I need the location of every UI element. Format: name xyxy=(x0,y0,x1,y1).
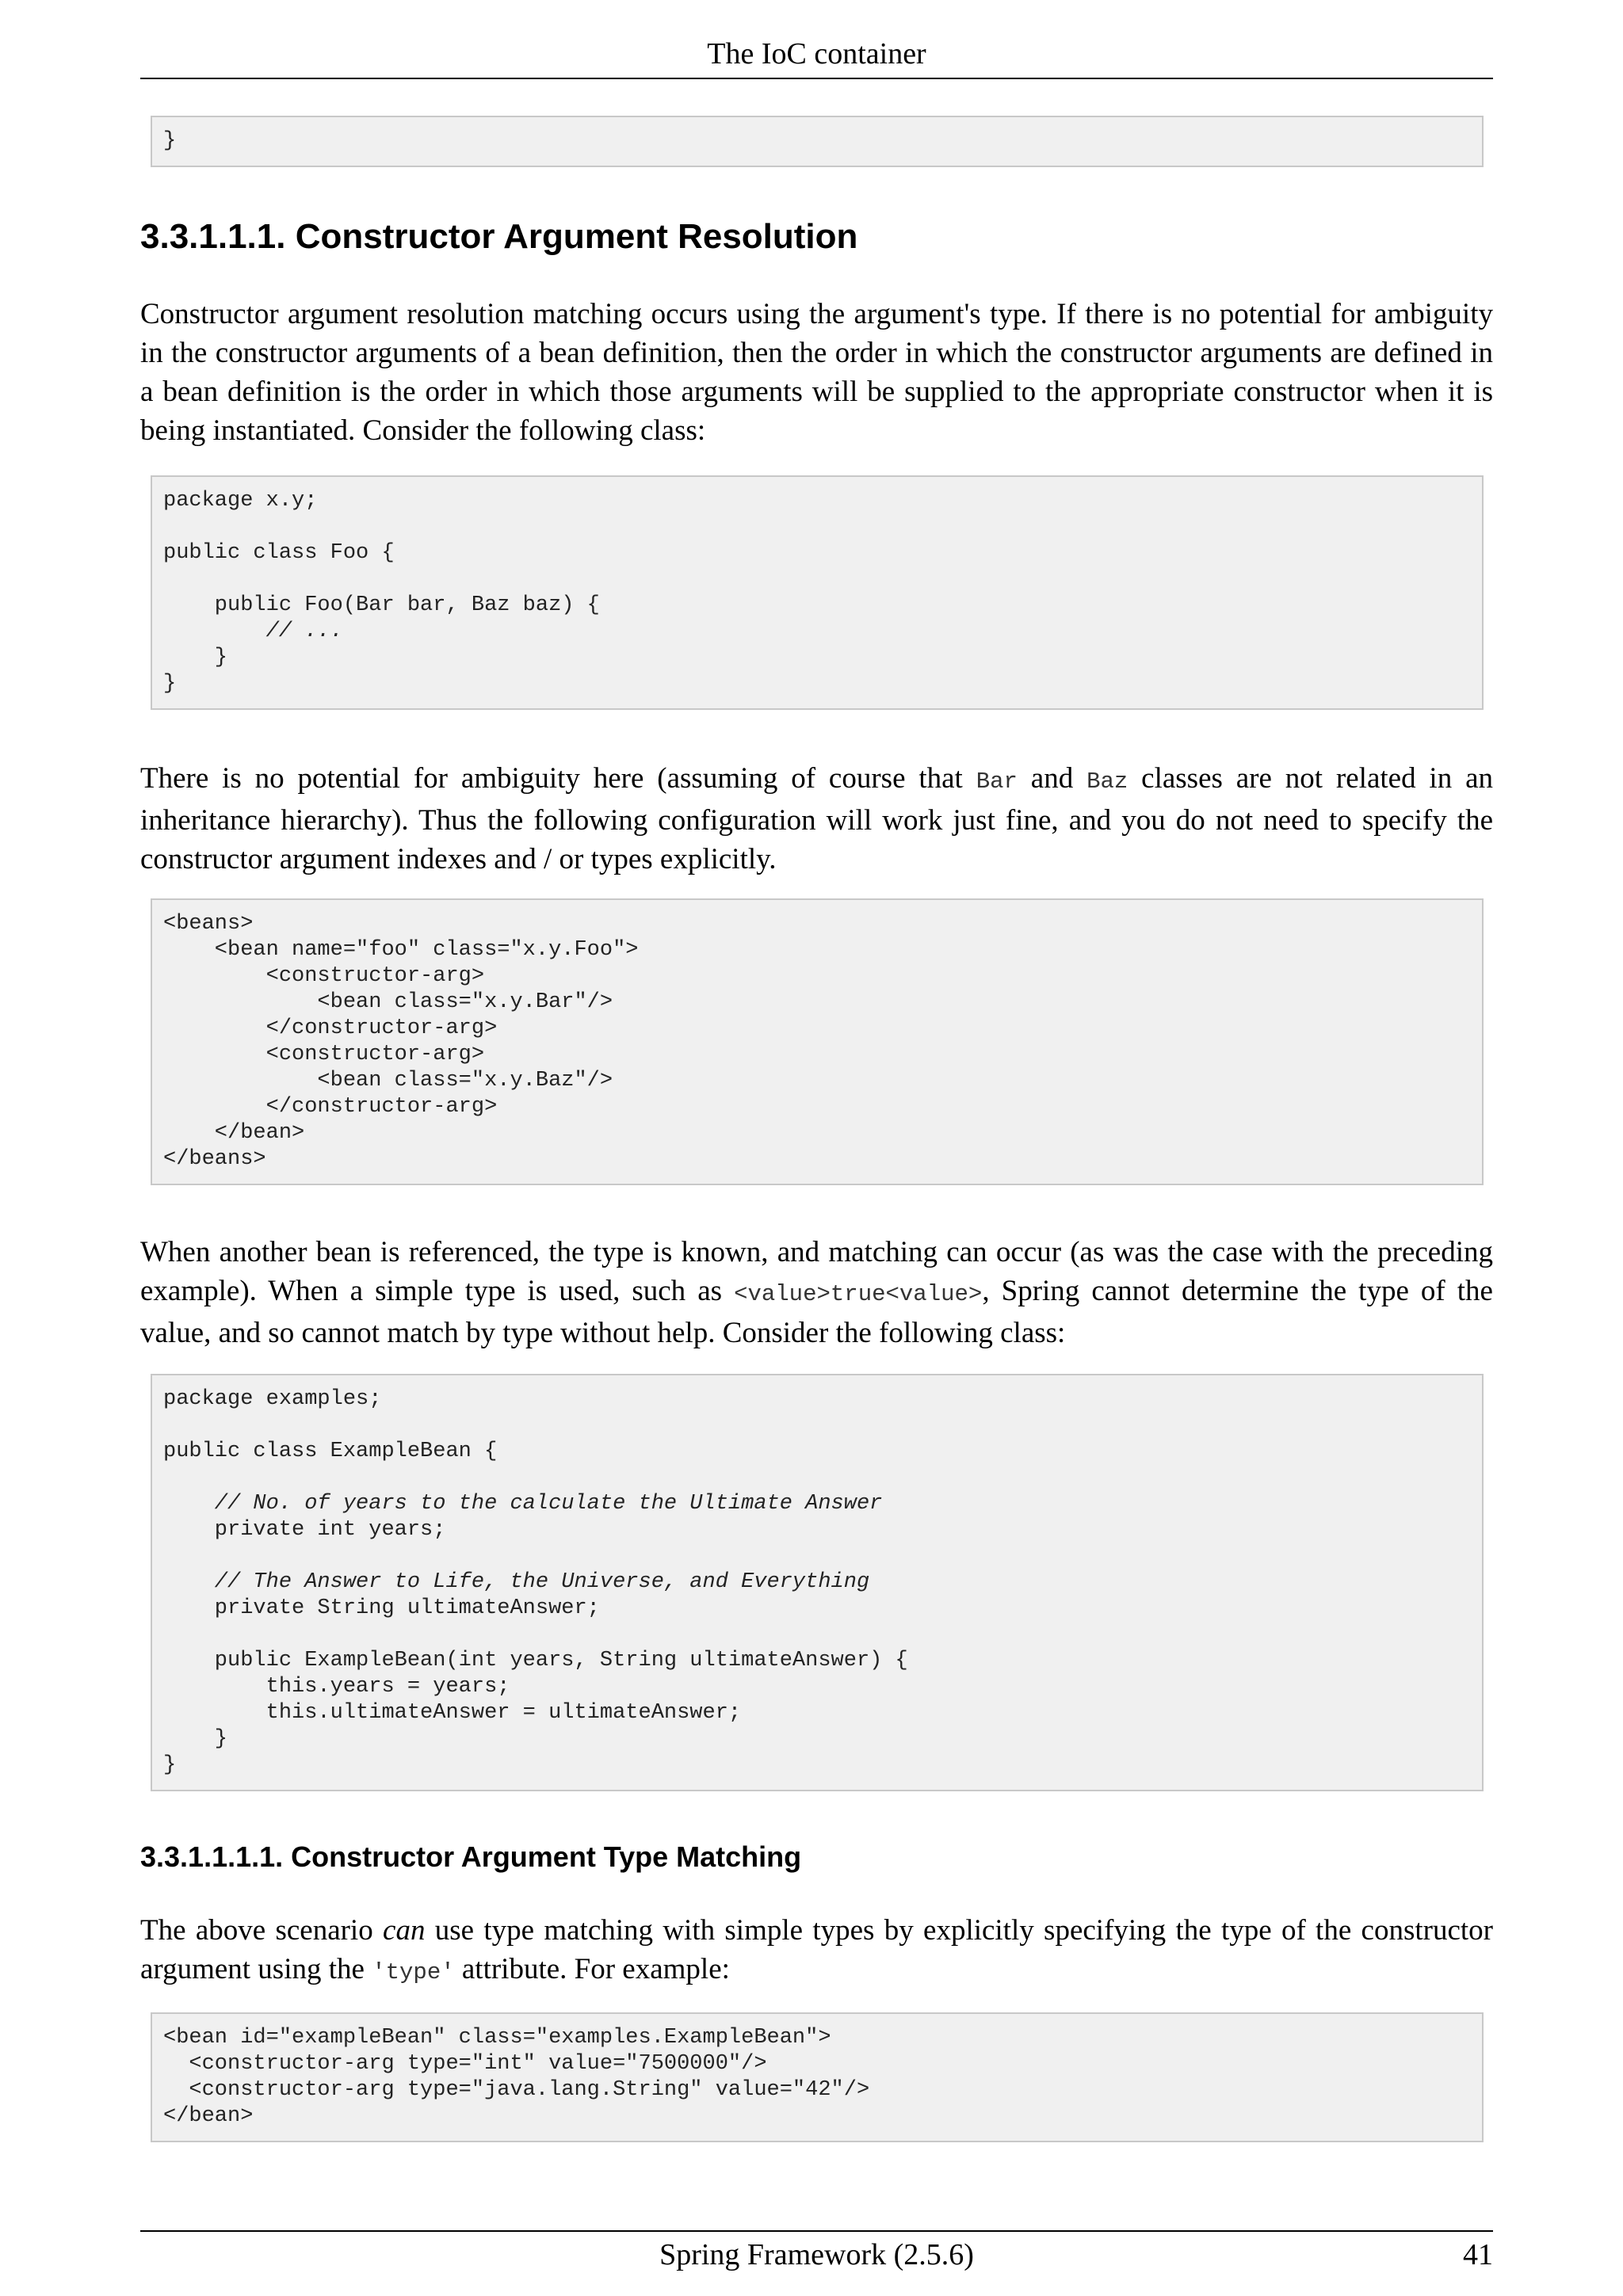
header-rule xyxy=(140,78,1493,79)
inline-code-baz: Baz xyxy=(1086,769,1128,795)
text-run: When another bean is referenced, the type is known, and matching can occur (as was the case with the preceding example). When a simple type is used, such as xyxy=(140,1236,1493,1307)
text-run: The above scenario xyxy=(140,1914,384,1947)
code-line: } xyxy=(163,672,177,696)
footer-rule xyxy=(140,2230,1493,2232)
code-line: public Foo(Bar bar, Baz baz) { xyxy=(163,593,600,617)
code-block-beans-config xyxy=(151,898,1484,1185)
code-line: </bean> xyxy=(163,1121,305,1145)
code-line: package examples; xyxy=(163,1387,382,1411)
paragraph-resolution-intro: Constructor argument resolution matching occurs using the argument's type. If there is no potential for ambiguity in the constructor arguments of a bean definition, then the order in which the constructor arguments are defined in a bean definition is the order in which those arguments will be supplied to the appropriate constructor when it is being instantiated. Consider the following class: xyxy=(140,298,1493,447)
code-line: } xyxy=(163,1753,177,1777)
paragraph-type-matching xyxy=(140,1911,1493,1992)
paragraph-no-ambiguity xyxy=(140,759,1493,879)
code-line: <constructor-arg type="java.lang.String" value="42"/> xyxy=(163,2078,870,2102)
emphasis-can: can xyxy=(383,1914,426,1947)
code-line: // ... xyxy=(163,620,343,643)
inline-code-bar: Bar xyxy=(976,769,1018,795)
code-line: } xyxy=(163,1727,228,1751)
code-line: // The Answer to Life, the Universe, and Everything xyxy=(163,1570,870,1594)
code-line: package x.y; xyxy=(163,489,318,513)
code-line: <beans> xyxy=(163,912,254,936)
code-line: </beans> xyxy=(163,1147,266,1171)
inline-code-value-true: <value>true<value> xyxy=(734,1281,983,1307)
code-line: </bean> xyxy=(163,2104,254,2128)
code-block-type-matching xyxy=(151,2012,1484,2142)
text-run: attribute. For example: xyxy=(454,1953,730,1985)
code-block-example-bean xyxy=(151,1374,1484,1791)
code-line: <bean class="x.y.Baz"/> xyxy=(163,1069,613,1093)
code-line: </constructor-arg> xyxy=(163,1016,498,1040)
footer-title: Spring Framework (2.5.6) xyxy=(659,2238,974,2271)
paragraph-simple-type xyxy=(140,1233,1493,1352)
code-line: this.ultimateAnswer = ultimateAnswer; xyxy=(163,1701,742,1725)
code-line: <constructor-arg type="int" value="7500000"/> xyxy=(163,2052,767,2076)
code-line: <bean class="x.y.Bar"/> xyxy=(163,990,613,1014)
code-line: // No. of years to the calculate the Ultimate Answer xyxy=(163,1492,883,1516)
code-line: <bean name="foo" class="x.y.Foo"> xyxy=(163,938,639,962)
code-line: <constructor-arg> xyxy=(163,964,485,988)
text-run: and xyxy=(1017,762,1087,795)
code-line: public class Foo { xyxy=(163,541,395,565)
code-block-foo-class xyxy=(151,475,1484,710)
code-block-closing-brace: } xyxy=(151,116,1484,167)
code-line: public class ExampleBean { xyxy=(163,1440,498,1463)
code-line: } xyxy=(163,646,228,669)
code-line: </constructor-arg> xyxy=(163,1095,498,1119)
text-run: , Spring cannot determine the type of the value, and so cannot match by type without help. Consider the following class: xyxy=(140,1275,1493,1349)
code-line: <bean id="exampleBean" class="examples.ExampleBean"> xyxy=(163,2026,831,2050)
section-heading-resolution: 3.3.1.1.1. Constructor Argument Resolution xyxy=(140,217,858,256)
section-heading-type-matching: 3.3.1.1.1.1. Constructor Argument Type Matching xyxy=(140,1840,802,1873)
text-run: use type matching with simple types by explicitly specifying the type of the constructor argument using the xyxy=(140,1914,1493,1985)
running-header: The IoC container xyxy=(707,37,926,71)
code-line: <constructor-arg> xyxy=(163,1043,485,1066)
code-line: private String ultimateAnswer; xyxy=(163,1596,600,1620)
code-line: this.years = years; xyxy=(163,1675,510,1699)
text-run: classes are not related in an inheritance hierarchy). Thus the following configuration will work just fine, and you do not need to specify the constructor argument indexes and / or types explicitly. xyxy=(140,762,1493,875)
page-number: 41 xyxy=(1463,2238,1493,2271)
code-line: public ExampleBean(int years, String ultimateAnswer) { xyxy=(163,1649,908,1672)
code-line: private int years; xyxy=(163,1518,446,1542)
text-run: There is no potential for ambiguity here (assuming of course that xyxy=(140,762,976,795)
inline-code-type: 'type' xyxy=(372,1959,455,1985)
